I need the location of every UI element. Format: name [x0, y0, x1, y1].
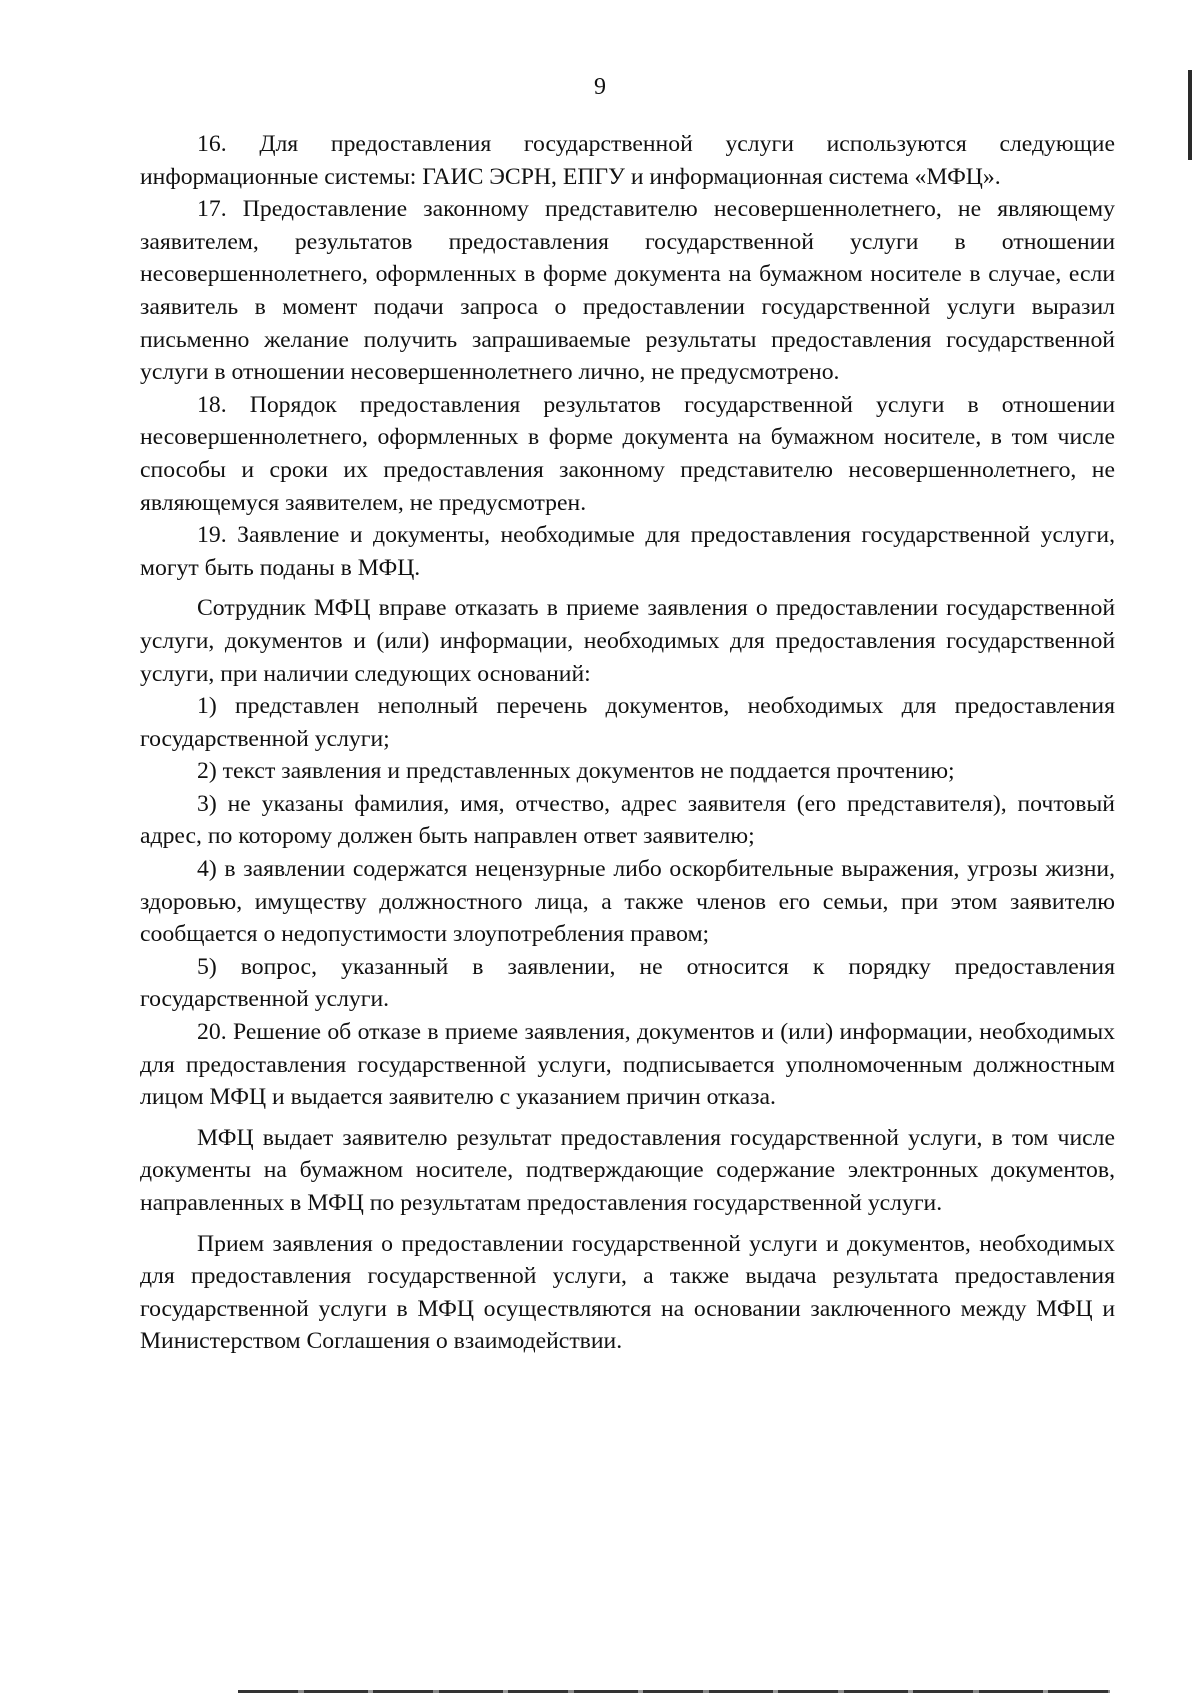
paragraph-18: 18. Порядок предоставления результатов государственной услуги в отношении несовершеннолетнего, оформленных в форме документа на бумажном носителе, в том числе способы и сроки их предоставления законному представителю несовершеннолетнего, не являющемуся заявителем, не предусмотрен. [140, 391, 1115, 516]
document-body [140, 128, 1115, 1358]
paragraph-mfc-refusal: Сотрудник МФЦ вправе отказать в приеме заявления о предоставлении государственной услуги, документов и (или) информации, необходимых для предоставления государственной услуги, при наличии следующих оснований: [140, 595, 1115, 687]
scan-bottom-edge [238, 1690, 1110, 1693]
list-item-2: 2) текст заявления и представленных документов не поддается прочтению; [197, 758, 955, 785]
paragraph-mfc-issues: МФЦ выдает заявителю результат предоставления государственной услуги, в том числе документы на бумажном носителе, подтверждающие содержание электронных документов, направленных в МФЦ по результатам предоставления государственной услуги. [140, 1124, 1115, 1216]
list-item-3: 3) не указаны фамилия, имя, отчество, адрес заявителя (его представителя), почтовый адрес, по которому должен быть направлен ответ заявителю; [140, 790, 1115, 850]
list-item-4: 4) в заявлении содержатся нецензурные либо оскорбительные выражения, угрозы жизни, здоровью, имуществу должностного лица, а также членов его семьи, при этом заявителю сообщается о недопустимости злоупотребления правом; [140, 856, 1115, 948]
list-item-5: 5) вопрос, указанный в заявлении, не относится к порядку предоставления государственной услуги. [140, 953, 1115, 1013]
paragraph-reception: Прием заявления о предоставлении государственной услуги и документов, необходимых для предоставления государственной услуги, а также выдача результата предоставления государственной услуги в МФЦ осуществляются на основании заключенного между МФЦ и Министерством Соглашения о взаимодействии. [140, 1230, 1115, 1355]
paragraph-20: 20. Решение об отказе в приеме заявления, документов и (или) информации, необходимых для предоставления государственной услуги, подписывается уполномоченным должностным лицом МФЦ и выдается заявителю с указанием причин отказа. [140, 1019, 1115, 1111]
paragraph-19: 19. Заявление и документы, необходимые для предоставления государственной услуги, могут быть поданы в МФЦ. [140, 522, 1115, 581]
paragraph-17: 17. Предоставление законному представителю несовершеннолетнего, не являющему заявителем, результатов предоставления государственной услуги в отношении несовершеннолетнего, оформленных в форме документа на бумажном носителе в случае, если заявитель в момент подачи запроса о предоставлении государственной услуги выразил письменно желание получить запрашиваемые результаты предоставления государственной услуги в отношении несовершеннолетнего лично, не предусмотрено. [140, 196, 1115, 386]
page-number: 9 [594, 74, 606, 100]
paragraph-16: 16. Для предоставления государственной услуги используются следующие информационные системы: ГАИС ЭСРН, ЕПГУ и информационная система «МФЦ». [140, 131, 1115, 190]
list-item-1: 1) представлен неполный перечень документов, необходимых для предоставления государственной услуги; [140, 693, 1115, 752]
